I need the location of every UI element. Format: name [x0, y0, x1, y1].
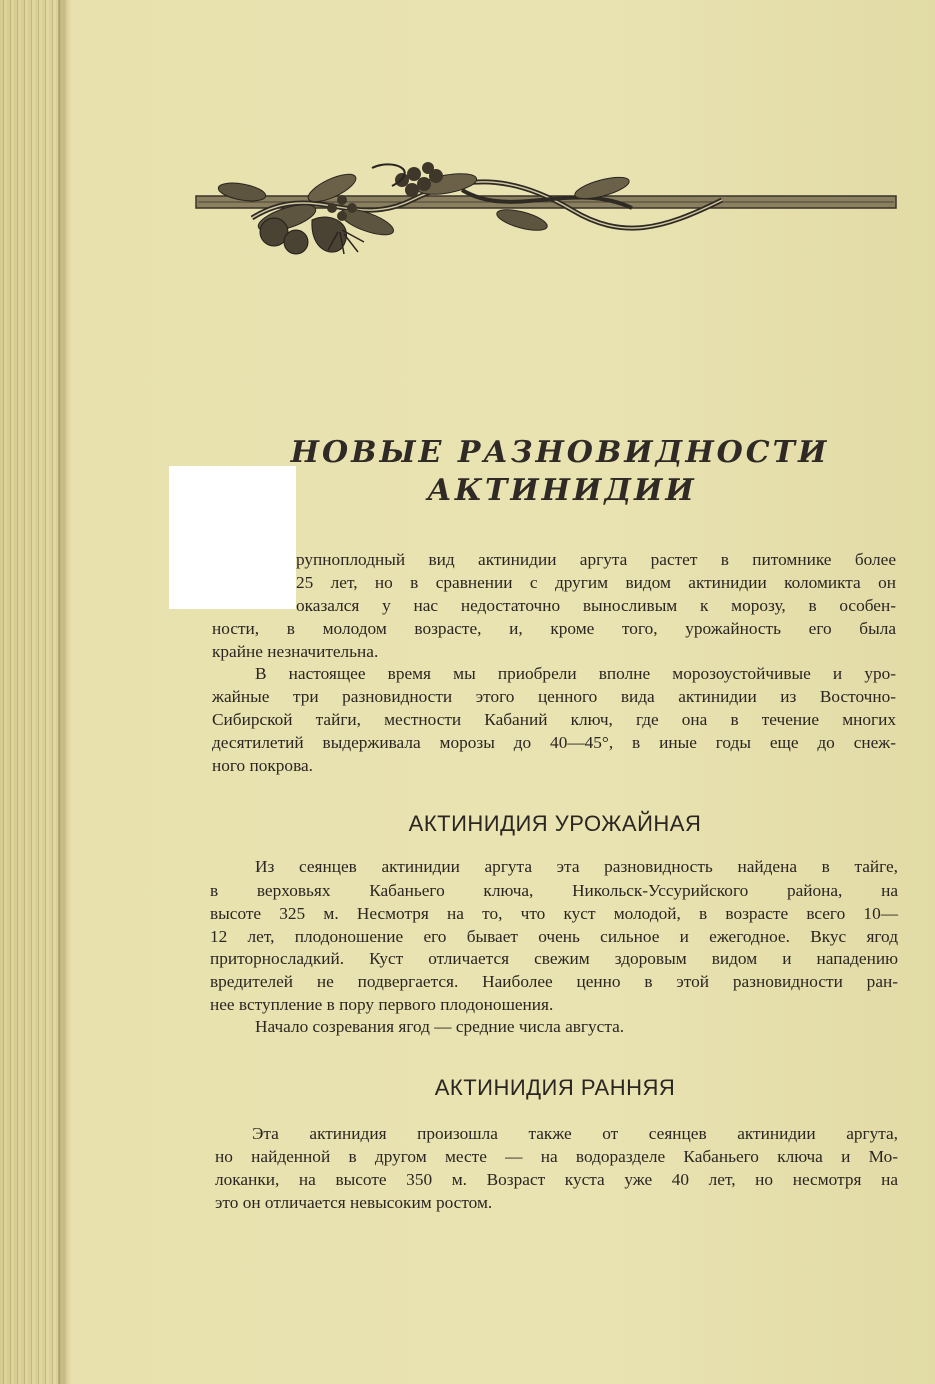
section2-line: но найденной в другом месте — на водоразделе Кабаньего ключа и Мо- — [215, 1147, 898, 1166]
section1-line: нее вступление в пору первого плодоношения. — [210, 995, 554, 1014]
section2-line: локанки, на высоте 350 м. Возраст куста уже 40 лет, но несмотря на — [215, 1170, 898, 1189]
section1-line: 12 лет, плодоношение его бывает очень сильное и ежегодное. Вкус ягод — [210, 927, 898, 946]
title-line-2: АКТИНИДИИ — [427, 473, 697, 508]
section2-line: это он отличается невысоким ростом. — [215, 1193, 493, 1212]
page-edge-stack — [0, 0, 66, 1384]
title-line-1: НОВЫЕ РАЗНОВИДНОСТИ — [290, 435, 830, 470]
section1-line: вредителей не подвергается. Наиболее ценно в этой разновидности ран- — [210, 972, 898, 991]
ornament-branch-icon — [192, 160, 904, 260]
intro-line: рупноплодный вид актинидии аргута растет в питомнике более — [296, 550, 896, 569]
page-edge-shadow — [58, 0, 72, 1384]
intro-line: ности, в молодом возрасте, и, кроме того, урожайность его была — [212, 619, 896, 638]
intro-line: десятилетий выдерживала морозы до 40—45°, в иные годы еще до снеж- — [212, 733, 896, 752]
section-heading-urozhaynaya: АКТИНИДИЯ УРОЖАЙНАЯ — [408, 811, 702, 836]
section1-line: приторносладкий. Куст отличается свежим здоровым видом и нападению — [210, 949, 898, 968]
intro-line: Сибирской тайги, местности Кабаний ключ, где она в течение многих — [212, 710, 896, 729]
intro-line: 25 лет, но в сравнении с другим видом актинидии коломикта он — [296, 573, 896, 592]
section1-line: Начало созревания ягод — средние числа августа. — [255, 1017, 625, 1036]
section1-line: в верховьях Кабаньего ключа, Никольск-Уссурийского района, на — [210, 881, 898, 900]
intro-line: оказался у нас недостаточно выносливым к морозу, в особен- — [296, 596, 896, 615]
intro-line: крайне незначительна. — [212, 642, 379, 661]
intro-line: В настоящее время мы приобрели вполне морозоустойчивые и уро- — [255, 664, 896, 683]
section1-line: Из сеянцев актинидии аргута эта разновидность найдена в тайге, — [255, 857, 898, 876]
intro-line: ного покрова. — [212, 756, 313, 775]
section1-line: высоте 325 м. Несмотря на то, что куст молодой, в возрасте всего 10— — [210, 904, 898, 923]
intro-line: жайные три разновидности этого ценного вида актинидии из Восточно- — [212, 687, 896, 706]
section2-line: Эта актинидия произошла также от сеянцев актинидии аргута, — [252, 1124, 898, 1143]
section-heading-rannyaya: АКТИНИДИЯ РАННЯЯ — [434, 1075, 676, 1100]
